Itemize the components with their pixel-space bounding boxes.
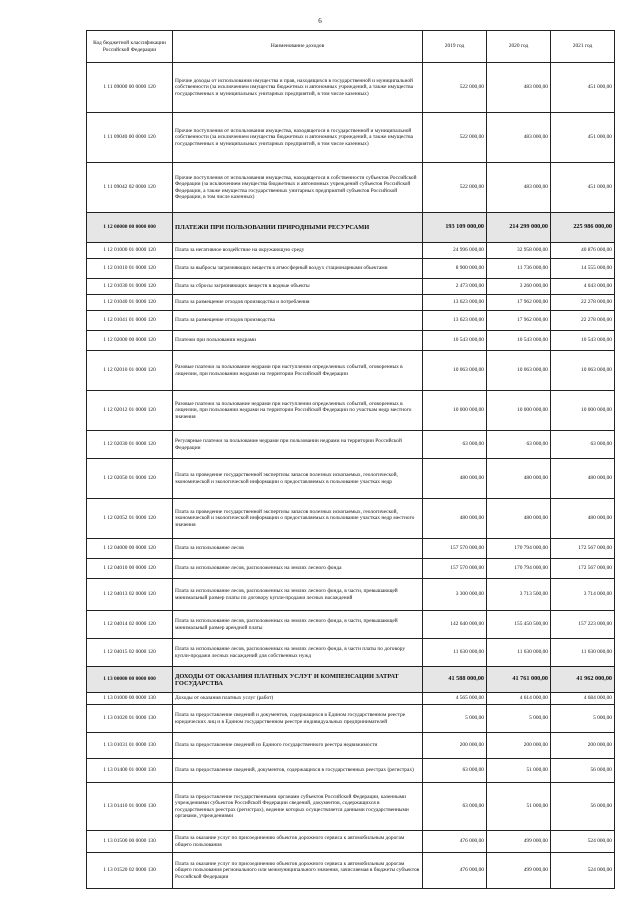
table-row: [87, 295, 615, 311]
code-cell: 1 11 09000 00 0000 120: [87, 63, 173, 113]
name-cell: Разовые платежи за пользование недрами при наступлении определенных событий, оговоренных в лицензии, при пользовании недрами на территории Российской Федерации: [173, 351, 423, 391]
value-2020-cell: 10 000 000,00: [487, 391, 551, 431]
value-2019-cell: 8 900 000,00: [423, 259, 487, 279]
value-2021-cell: 172 567 000,00: [551, 539, 615, 559]
value-2019-cell: 476 000,00: [423, 831, 487, 853]
header-2020: 2020 год: [487, 31, 551, 63]
name-cell: Доходы от оказания платных услуг (работ): [173, 693, 423, 705]
code-cell: 1 12 01000 01 0000 120: [87, 243, 173, 259]
name-cell: Плата за предоставление сведений из Единого государственного реестра недвижимости: [173, 733, 423, 759]
table-row: [87, 259, 615, 279]
value-2020-cell: 214 299 000,00: [487, 213, 551, 243]
name-cell: Платежи при пользовании недрами: [173, 331, 423, 351]
name-cell: Плата за проведение государственной экспертизы запасов полезных ископаемых, геологической, экономической и экологической информации о предоставляемых в пользование участках недр местного значения: [173, 499, 423, 539]
value-2019-cell: 11 630 000,00: [423, 639, 487, 667]
table-row: [87, 559, 615, 579]
header-2019: 2019 год: [423, 31, 487, 63]
table-row: [87, 331, 615, 351]
value-2019-cell: 63 000,00: [423, 431, 487, 459]
name-cell: Плата за использование лесов, расположенных на землях лесного фонда, в части, превышающей минимальный размер платы по договору купли-продажи лесных насаждений: [173, 579, 423, 611]
name-cell: Плата за сбросы загрязняющих веществ в водные объекты: [173, 279, 423, 295]
value-2020-cell: 499 000,00: [487, 831, 551, 853]
table-row: [87, 63, 615, 113]
code-cell: 1 12 01030 01 0000 120: [87, 279, 173, 295]
value-2019-cell: 157 570 000,00: [423, 559, 487, 579]
value-2021-cell: 14 555 000,00: [551, 259, 615, 279]
table-body: [87, 63, 615, 889]
value-2019-cell: 480 000,00: [423, 499, 487, 539]
table-row: [87, 759, 615, 783]
value-2019-cell: 4 565 000,00: [423, 693, 487, 705]
header-2021: 2021 год: [551, 31, 615, 63]
value-2021-cell: 4 684 000,00: [551, 693, 615, 705]
value-2020-cell: 5 000,00: [487, 705, 551, 733]
table-row: [87, 853, 615, 889]
code-cell: 1 12 02030 01 0000 120: [87, 431, 173, 459]
value-2019-cell: 522 000,00: [423, 63, 487, 113]
value-2019-cell: 13 623 000,00: [423, 311, 487, 331]
value-2021-cell: 5 000,00: [551, 705, 615, 733]
name-cell: Прочие доходы от использования имущества и прав, находящихся в государственной и муниципальной собственности (за исключением имущества бюджетных и автономных учреждений, а также имущества государственных и муниципальных унитарных предприятий, в том числе казенных): [173, 63, 423, 113]
value-2019-cell: 41 588 000,00: [423, 667, 487, 693]
code-cell: 1 13 01520 02 0000 130: [87, 853, 173, 889]
code-cell: 1 13 01410 01 0000 130: [87, 783, 173, 831]
table-row: [87, 279, 615, 295]
table-header-row: [87, 31, 615, 63]
table-row: [87, 705, 615, 733]
table-row: [87, 311, 615, 331]
value-2020-cell: 17 962 000,00: [487, 295, 551, 311]
value-2021-cell: 200 000,00: [551, 733, 615, 759]
value-2021-cell: 56 000,00: [551, 783, 615, 831]
value-2020-cell: 4 614 000,00: [487, 693, 551, 705]
value-2021-cell: 524 000,00: [551, 831, 615, 853]
name-cell: Плата за использование лесов: [173, 539, 423, 559]
value-2019-cell: 193 109 000,00: [423, 213, 487, 243]
table-row: [87, 579, 615, 611]
code-cell: 1 12 02050 01 0000 120: [87, 459, 173, 499]
name-cell: Плата за предоставление сведений, документов, содержащихся в государственных реестрах (регистрах): [173, 759, 423, 783]
value-2021-cell: 40 876 000,00: [551, 243, 615, 259]
table-row: [87, 163, 615, 213]
table-row: [87, 459, 615, 499]
name-cell: Разовые платежи за пользование недрами при наступлении определенных событий, оговоренных в лицензии, при пользовании недрами на территории Российской Федерации по участкам недр местного значения: [173, 391, 423, 431]
value-2021-cell: 451 000,00: [551, 63, 615, 113]
name-cell: Плата за использование лесов, расположенных на землях лесного фонда, в части платы по договору купли-продажи лесных насаждений для собственных нужд: [173, 639, 423, 667]
value-2020-cell: 483 000,00: [487, 113, 551, 163]
value-2019-cell: 142 640 000,00: [423, 611, 487, 639]
value-2020-cell: 63 000,00: [487, 431, 551, 459]
table-row: [87, 213, 615, 243]
table-row: [87, 431, 615, 459]
value-2020-cell: 3 260 000,00: [487, 279, 551, 295]
value-2020-cell: 41 761 000,00: [487, 667, 551, 693]
value-2019-cell: 157 570 000,00: [423, 539, 487, 559]
table-row: [87, 539, 615, 559]
table-row: [87, 351, 615, 391]
value-2021-cell: 480 000,00: [551, 499, 615, 539]
table-row: [87, 391, 615, 431]
value-2019-cell: 5 000,00: [423, 705, 487, 733]
value-2021-cell: 10 000 000,00: [551, 391, 615, 431]
code-cell: 1 12 01010 01 0000 120: [87, 259, 173, 279]
code-cell: 1 13 01400 01 0000 130: [87, 759, 173, 783]
value-2019-cell: 522 000,00: [423, 113, 487, 163]
name-cell: ДОХОДЫ ОТ ОКАЗАНИЯ ПЛАТНЫХ УСЛУГ И КОМПЕНСАЦИИ ЗАТРАТ ГОСУДАРСТВА: [173, 667, 423, 693]
value-2020-cell: 483 000,00: [487, 63, 551, 113]
table-row: [87, 639, 615, 667]
name-cell: ПЛАТЕЖИ ПРИ ПОЛЬЗОВАНИИ ПРИРОДНЫМИ РЕСУРСАМИ: [173, 213, 423, 243]
value-2021-cell: 451 000,00: [551, 113, 615, 163]
value-2021-cell: 4 043 000,00: [551, 279, 615, 295]
code-cell: 1 12 04015 02 0000 120: [87, 639, 173, 667]
table-row: [87, 783, 615, 831]
value-2020-cell: 3 713 500,00: [487, 579, 551, 611]
code-cell: 1 12 04013 02 0000 120: [87, 579, 173, 611]
value-2020-cell: 480 000,00: [487, 459, 551, 499]
name-cell: Плата за проведение государственной экспертизы запасов полезных ископаемых, геологической, экономической и экологической информации о предоставляемых в пользование участках недр: [173, 459, 423, 499]
value-2019-cell: 200 000,00: [423, 733, 487, 759]
code-cell: 1 12 02000 00 0000 120: [87, 331, 173, 351]
name-cell: Плата за использование лесов, расположенных на землях лесного фонда: [173, 559, 423, 579]
name-cell: Прочие поступления от использования имущества, находящегося в собственности субъектов Российской Федерации (за исключением имущества бюджетных и автономных учреждений субъектов Российской Федерации, а также имущества государственных унитарных предприятий субъектов Российской Федерации, в том числе казенных): [173, 163, 423, 213]
value-2019-cell: 10 063 000,00: [423, 351, 487, 391]
page-number: 6: [318, 17, 322, 25]
table-row: [87, 611, 615, 639]
value-2020-cell: 480 000,00: [487, 499, 551, 539]
code-cell: 1 12 01040 01 0000 120: [87, 295, 173, 311]
value-2021-cell: 3 714 000,00: [551, 579, 615, 611]
value-2019-cell: 10 000 000,00: [423, 391, 487, 431]
value-2019-cell: 63 000,00: [423, 783, 487, 831]
name-cell: Плата за оказание услуг по присоединению объектов дорожного сервиса к автомобильным дорогам общего пользования: [173, 831, 423, 853]
value-2021-cell: 225 986 000,00: [551, 213, 615, 243]
name-cell: Плата за выбросы загрязняющих веществ в атмосферный воздух стационарными объектами: [173, 259, 423, 279]
value-2021-cell: 172 567 000,00: [551, 559, 615, 579]
name-cell: Плата за негативное воздействие на окружающую среду: [173, 243, 423, 259]
value-2020-cell: 51 000,00: [487, 759, 551, 783]
code-cell: 1 12 02012 01 0000 120: [87, 391, 173, 431]
table-row: [87, 499, 615, 539]
table-row: [87, 243, 615, 259]
value-2020-cell: 170 794 000,00: [487, 539, 551, 559]
value-2021-cell: 63 000,00: [551, 431, 615, 459]
value-2021-cell: 157 223 000,00: [551, 611, 615, 639]
value-2019-cell: 522 000,00: [423, 163, 487, 213]
name-cell: Плата за размещение отходов производства: [173, 311, 423, 331]
code-cell: 1 11 09040 00 0000 120: [87, 113, 173, 163]
table-row: [87, 667, 615, 693]
code-cell: 1 12 00000 00 0000 000: [87, 213, 173, 243]
code-cell: 1 13 01031 01 0000 130: [87, 733, 173, 759]
code-cell: 1 12 04010 00 0000 120: [87, 559, 173, 579]
value-2019-cell: 3 300 000,00: [423, 579, 487, 611]
value-2020-cell: 155 450 500,00: [487, 611, 551, 639]
code-cell: 1 12 04000 00 0000 120: [87, 539, 173, 559]
value-2021-cell: 451 000,00: [551, 163, 615, 213]
value-2021-cell: 56 000,00: [551, 759, 615, 783]
code-cell: 1 12 02052 01 0000 120: [87, 499, 173, 539]
table-row: [87, 693, 615, 705]
value-2019-cell: 63 000,00: [423, 759, 487, 783]
revenue-table: [86, 30, 615, 889]
value-2021-cell: 480 000,00: [551, 459, 615, 499]
value-2020-cell: 32 958 000,00: [487, 243, 551, 259]
value-2020-cell: 499 000,00: [487, 853, 551, 889]
code-cell: 1 12 02010 01 0000 120: [87, 351, 173, 391]
value-2021-cell: 22 278 000,00: [551, 311, 615, 331]
name-cell: Плата за использование лесов, расположенных на землях лесного фонда, в части, превышающей минимальный размер арендной платы: [173, 611, 423, 639]
value-2019-cell: 13 623 000,00: [423, 295, 487, 311]
value-2021-cell: 41 962 000,00: [551, 667, 615, 693]
code-cell: 1 13 01000 00 0000 130: [87, 693, 173, 705]
code-cell: 1 13 01020 01 0000 130: [87, 705, 173, 733]
code-cell: 1 12 01041 01 0000 120: [87, 311, 173, 331]
value-2020-cell: 51 000,00: [487, 783, 551, 831]
value-2020-cell: 11 630 000,00: [487, 639, 551, 667]
value-2021-cell: 524 000,00: [551, 853, 615, 889]
value-2021-cell: 10 543 000,00: [551, 331, 615, 351]
value-2019-cell: 2 473 000,00: [423, 279, 487, 295]
value-2020-cell: 200 000,00: [487, 733, 551, 759]
code-cell: 1 12 04014 02 0000 120: [87, 611, 173, 639]
value-2021-cell: 10 063 000,00: [551, 351, 615, 391]
code-cell: 1 11 09042 02 0000 120: [87, 163, 173, 213]
header-code: Код бюджетной классификации Российской Федерации: [87, 31, 173, 63]
table-row: [87, 831, 615, 853]
name-cell: Плата за размещение отходов производства и потребления: [173, 295, 423, 311]
value-2019-cell: 480 000,00: [423, 459, 487, 499]
value-2020-cell: 170 794 000,00: [487, 559, 551, 579]
value-2020-cell: 10 063 000,00: [487, 351, 551, 391]
code-cell: 1 13 00000 00 0000 000: [87, 667, 173, 693]
name-cell: Прочие поступления от использования имущества, находящегося в государственной и муниципальной собственности (за исключением имущества бюджетных и автономных учреждений, а также имущества государственных и муниципальных унитарных предприятий, в том числе казенных): [173, 113, 423, 163]
value-2019-cell: 24 996 000,00: [423, 243, 487, 259]
table-row: [87, 113, 615, 163]
value-2020-cell: 17 962 000,00: [487, 311, 551, 331]
value-2019-cell: 10 543 000,00: [423, 331, 487, 351]
value-2020-cell: 483 000,00: [487, 163, 551, 213]
name-cell: Регулярные платежи за пользование недрами при пользовании недрами на территории Российской Федерации: [173, 431, 423, 459]
value-2021-cell: 22 278 000,00: [551, 295, 615, 311]
table-row: [87, 733, 615, 759]
value-2019-cell: 476 000,00: [423, 853, 487, 889]
name-cell: Плата за предоставление государственными органами субъектов Российской Федерации, казенными учреждениями субъектов Российской Федерации сведений, документов, содержащихся в государственных реестрах (регистрах), ведение которых осуществляется данными государственными органами, учреждениями: [173, 783, 423, 831]
header-name: Наименование доходов: [173, 31, 423, 63]
name-cell: Плата за предоставление сведений и документов, содержащихся в Едином государственном реестре юридических лиц и в Едином государственном реестре индивидуальных предпринимателей: [173, 705, 423, 733]
code-cell: 1 13 01500 00 0000 130: [87, 831, 173, 853]
name-cell: Плата за оказание услуг по присоединению объектов дорожного сервиса к автомобильным дорогам общего пользования регионального или межмуниципального значения, зачисляемая в бюджеты субъектов Российской Федерации: [173, 853, 423, 889]
value-2021-cell: 11 630 000,00: [551, 639, 615, 667]
value-2020-cell: 10 543 000,00: [487, 331, 551, 351]
value-2020-cell: 11 736 000,00: [487, 259, 551, 279]
